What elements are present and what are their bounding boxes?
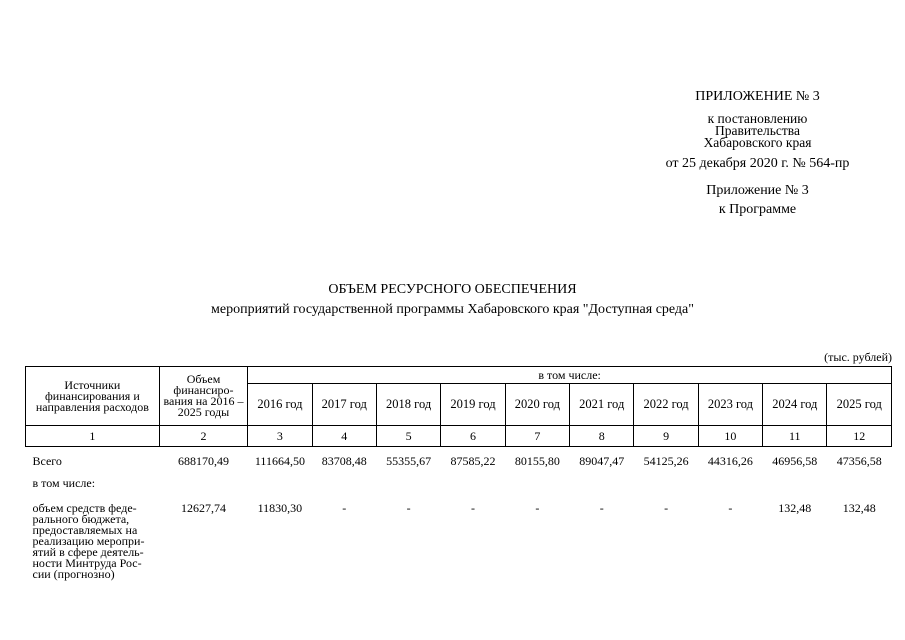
- header-year: 2023 год: [698, 384, 762, 426]
- row-label: объем средств феде-рального бюджета, предоставляемых на реализацию меропри-ятий в сфере деятель-ности Минтруда Рос-сии (прогнозно): [32, 501, 145, 581]
- table-row-including: [26, 467, 892, 489]
- cell-value: 111664,50: [254, 454, 305, 468]
- program-ref-line-1: Приложение № 3: [706, 183, 809, 198]
- appendix-line-1: к постановлению: [707, 111, 808, 126]
- header-including: в том числе:: [248, 367, 892, 384]
- cell-value: 44316,26: [707, 454, 753, 468]
- header-source: Источники финансирования и направления расходов: [26, 367, 160, 426]
- cell-value: -: [470, 501, 475, 515]
- row-label: Всего: [32, 454, 62, 468]
- header-year: 2016 год: [248, 384, 312, 426]
- cell-value: 87585,22: [450, 454, 496, 468]
- cell-value: 55355,67: [386, 454, 432, 468]
- cell-value: 12627,74: [180, 501, 226, 515]
- cell-value: 11830,30: [257, 501, 303, 515]
- column-number: 10: [698, 426, 762, 447]
- header-year: 2019 год: [441, 384, 505, 426]
- cell-value: 89047,47: [579, 454, 625, 468]
- program-ref-line-2: к Программе: [718, 202, 797, 217]
- header-year: 2021 год: [570, 384, 634, 426]
- cell-value: 80155,80: [514, 454, 560, 468]
- cell-value: 46956,58: [772, 454, 818, 468]
- units-label: (тыс. рублей): [824, 350, 892, 364]
- cell-value: 54125,26: [643, 454, 689, 468]
- cell-value: 132,48: [842, 501, 876, 515]
- column-number: 2: [159, 426, 247, 447]
- appendix-title: ПРИЛОЖЕНИЕ № 3: [695, 89, 820, 104]
- header-year: 2024 год: [763, 384, 827, 426]
- column-number: 5: [376, 426, 440, 447]
- resource-table: [25, 366, 892, 580]
- header-year: 2018 год: [376, 384, 440, 426]
- column-number: 9: [634, 426, 698, 447]
- header-year: 2022 год: [634, 384, 698, 426]
- cell-value: 47356,58: [836, 454, 882, 468]
- appendix-date: от 25 декабря 2020 г. № 564-пр: [665, 156, 850, 171]
- cell-value: 132,48: [778, 501, 812, 515]
- column-number: 6: [441, 426, 505, 447]
- column-number: 7: [505, 426, 569, 447]
- appendix-line-3: Хабаровского края: [703, 135, 812, 150]
- document-title: ОБЪЕМ РЕСУРСНОГО ОБЕСПЕЧЕНИЯ: [328, 282, 577, 297]
- column-number: 1: [26, 426, 160, 447]
- header-volume: Объем финансиро-вания на 2016 – 2025 годы: [159, 367, 247, 426]
- header-year: 2020 год: [505, 384, 569, 426]
- table-row-total: [26, 447, 892, 468]
- cell-value: -: [342, 501, 347, 515]
- document-subtitle: мероприятий государственной программы Хабаровского края "Доступная среда": [211, 302, 694, 317]
- column-number: 12: [827, 426, 892, 447]
- table-row-federal: [26, 489, 892, 580]
- cell-value: -: [728, 501, 733, 515]
- row-label: в том числе:: [32, 476, 96, 490]
- column-number: 11: [763, 426, 827, 447]
- cell-value: 688170,49: [177, 454, 229, 468]
- cell-value: -: [599, 501, 604, 515]
- program-reference: [645, 181, 870, 219]
- column-number: 3: [248, 426, 312, 447]
- cell-value: 83708,48: [321, 454, 367, 468]
- appendix-header: [645, 90, 870, 170]
- cell-value: -: [535, 501, 540, 515]
- appendix-line-2: Правительства: [715, 123, 800, 138]
- cell-value: -: [664, 501, 669, 515]
- cell-value: -: [406, 501, 411, 515]
- header-year: 2017 год: [312, 384, 376, 426]
- header-year: 2025 год: [827, 384, 892, 426]
- column-number: 8: [570, 426, 634, 447]
- column-number: 4: [312, 426, 376, 447]
